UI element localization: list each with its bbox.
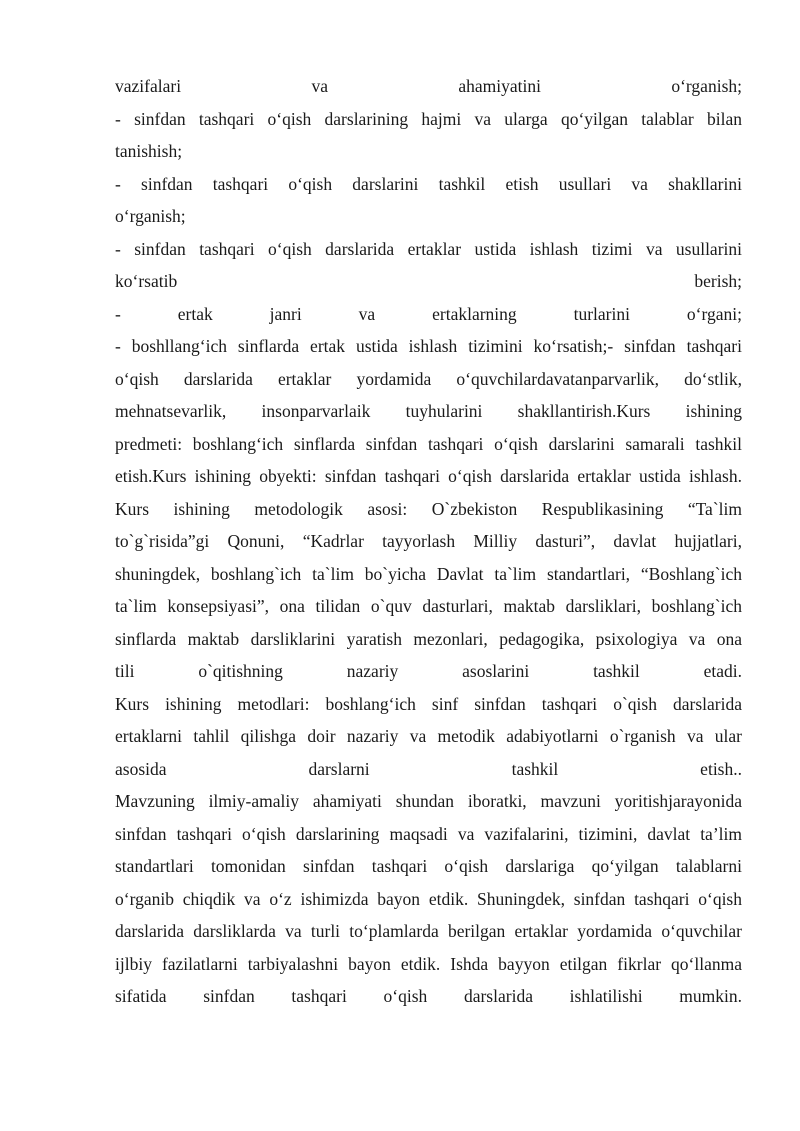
text-line: Kurs ishining metodologik asosi: O`zbekiston Respublikasining “Ta`lim xyxy=(115,498,742,519)
text-line: - sinfdan tashqari o‘qish darslarini tashkil etish usullari va shakllarini xyxy=(115,173,742,194)
text-line: Mavzuning ilmiy-amaliy ahamiyati shundan iboratki, mavzuni yoritishjarayonida xyxy=(115,791,742,811)
text-line: - boshllang‘ich sinflarda ertak ustida ishlash tizimini ko‘rsatish;- sinfdan tashqari xyxy=(115,336,742,356)
text-line: Kurs ishining metodlari: boshlang‘ich sinf sinfdan tashqari o`qish darslarida xyxy=(115,693,742,714)
text-line: ko‘rsatib berish; xyxy=(115,271,742,291)
text-line: sifatida sinfdan tashqari o‘qish darslarida ishlatilishi mumkin. xyxy=(115,986,742,1006)
text-line: - ertak janri va ertaklarning turlarini o‘rgani; xyxy=(115,303,742,324)
text-line: to`g`risida”gi Qonuni, “Kadrlar tayyorlash Milliy dasturi”, davlat hujjatlari, xyxy=(115,531,742,551)
text-line: ta`lim konsepsiyasi”, ona tilidan o`quv dasturlari, maktab darsliklari, boshlang`ich xyxy=(115,596,742,616)
text-line: o‘rganish; xyxy=(115,206,186,226)
text-line: asosida darslarni tashkil etish.. xyxy=(115,758,742,779)
text-line: shuningdek, boshlang`ich ta`lim bo`yicha Davlat ta`lim standartlari, “Boshlang`ich xyxy=(115,563,742,584)
text-line: - sinfdan tashqari o‘qish darslarining hajmi va ularga qo‘yilgan talablar bilan xyxy=(115,108,742,129)
text-line: darslarida darsliklarda va turli to‘plamlarda berilgan ertaklar yordamida o‘quvchilar xyxy=(115,921,742,941)
text-line: standartlari tomonidan sinfdan tashqari o‘qish darslariga qo‘yilgan talablarni xyxy=(115,856,742,876)
text-line: ijlbiy fazilatlarni tarbiyalashni bayon etdik. Ishda bayyon etilgan fikrlar qo‘llanma xyxy=(115,953,742,974)
text-line: predmeti: boshlang‘ich sinflarda sinfdan tashqari o‘qish darslarini samarali tashkil xyxy=(115,433,742,454)
text-line: sinflarda maktab darsliklarini yaratish mezonlari, pedagogika, psixologiya va ona xyxy=(115,628,742,649)
text-line: ertaklarni tahlil qilishga doir nazariy va metodik adabiyotlarni o`rganish va ular xyxy=(115,726,742,746)
text-line: - sinfdan tashqari o‘qish darslarida ertaklar ustida ishlash tizimi va usullarini xyxy=(115,238,742,259)
text-line: sinfdan tashqari o‘qish darslarining maqsadi va vazifalarini, tizimini, davlat ta’lim xyxy=(115,823,742,844)
text-line: o‘rganib chiqdik va o‘z ishimizda bayon etdik. Shuningdek, sinfdan tashqari o‘qish xyxy=(115,888,742,909)
text-line: etish.Kurs ishining obyekti: sinfdan tashqari o‘qish darslarida ertaklar ustida ishlash. xyxy=(115,466,742,486)
text-line: o‘qish darslarida ertaklar yordamida o‘quvchilardavatanparvarlik, do‘stlik, xyxy=(115,368,742,389)
text-line: tanishish; xyxy=(115,141,183,161)
text-line: vazifalari va ahamiyatini o‘rganish; xyxy=(115,76,742,96)
document-body xyxy=(115,70,742,1013)
text-line: mehnatsevarlik, insonparvarlaik tuyhularini shakllantirish.Kurs ishining xyxy=(115,401,742,421)
text-line: tili o`qitishning nazariy asoslarini tashkil etadi. xyxy=(115,661,742,681)
